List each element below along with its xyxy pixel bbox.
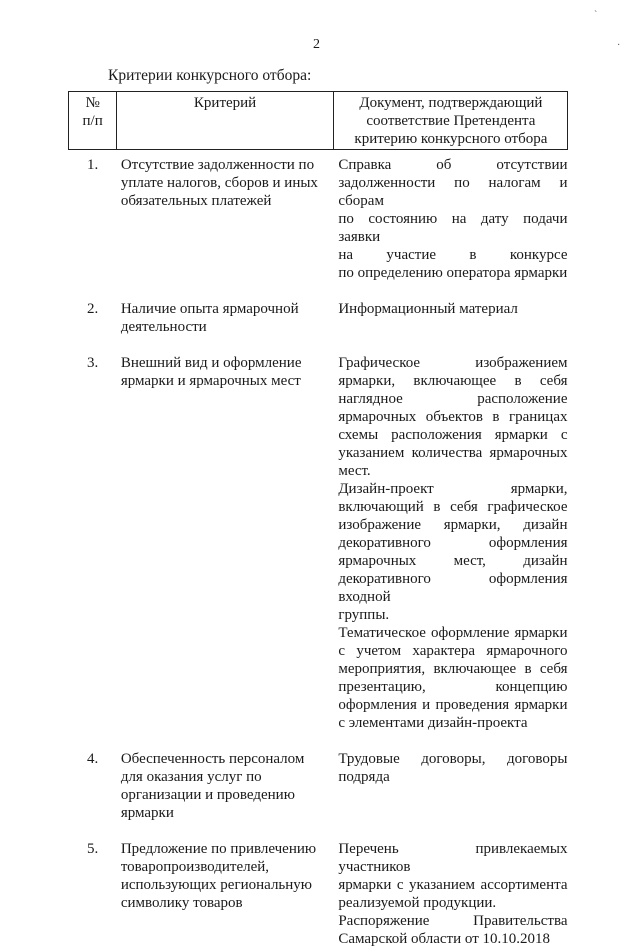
criterion-line: Наличие опыта ярмарочной [120,301,299,317]
criterion-line: деятельности [120,319,207,335]
header-criterion: Критерий [117,92,334,150]
document-line: мест. [338,463,371,479]
row-criterion [117,150,334,283]
document-line: указанием количества ярмарочных [338,445,568,461]
row-number [69,336,117,732]
document-line: изображение ярмарки, дизайн [338,517,568,533]
header-document [333,92,567,150]
document-line: Графическое изображением [338,355,568,371]
document-line: по определению оператора ярмарки [338,265,568,281]
document-line: Перечень привлекаемых участников [338,841,568,875]
document-line: с учетом характера ярмарочного [338,643,568,659]
row-number [69,822,117,948]
document-line: по состоянию на дату подачи заявки [338,211,568,245]
row-number-text: 1. [87,157,99,173]
row-criterion [117,336,334,732]
document-line: Трудовые договоры, договоры [338,751,568,767]
document-line: декоративного оформления входной [338,571,568,605]
document-line: презентацию, концепцию [338,679,568,695]
table-row [69,732,568,822]
section-heading: Критерии конкурсного отбора: [108,67,312,84]
row-number [69,282,117,336]
row-number-text: 5. [87,841,99,857]
document-line: Информационный материал [338,301,518,317]
row-criterion [117,822,334,948]
row-criterion [117,282,334,336]
document-line: включающий в себя графическое [338,499,568,515]
document-line: оформления и проведения ярмарки [338,697,568,713]
criterion-line: Внешний вид и оформление [120,355,302,371]
document-line: Распоряжение Правительства [338,913,568,929]
criterion-line: Предложение по привлечению [120,841,317,857]
criterion-line: ярмарки [120,805,174,821]
document-line: Самарской области от 10.10.2018 [338,931,550,947]
criterion-line: ярмарки и ярмарочных мест [120,373,301,389]
criterion-line: символику товаров [120,895,243,911]
row-document [333,150,567,283]
document-line: схемы расположения ярмарки с [338,427,568,443]
header-number-line: п/п [82,113,103,129]
row-number-text: 3. [87,355,99,371]
table-row [69,282,568,336]
document-line: ярмарочных мест, дизайн [338,553,568,569]
document-line: декоративного оформления [338,535,568,551]
document-line: ярмарки с указанием ассортимента [338,877,568,893]
document-line: подряда [338,769,390,785]
header-document-line: критерию конкурсного отбора [354,131,548,147]
document-line: Справка об отсутствии [338,157,568,173]
row-document [333,732,567,822]
document-line: мероприятия, включающее в себя [338,661,568,677]
criterion-line: для оказания услуг по [120,769,262,785]
document-line: ярмарочных объектов в границах [338,409,568,425]
scan-speck: · [617,40,621,51]
criterion-line: Отсутствие задолженности по [120,157,315,173]
row-criterion [117,732,334,822]
row-document [333,822,567,948]
row-number-text: 4. [87,751,99,767]
document-line: Дизайн-проект ярмарки, [338,481,568,497]
row-number [69,732,117,822]
document-line: ярмарки, включающее в себя [338,373,568,389]
document-line: наглядное расположение [338,391,568,407]
criteria-table [68,91,568,948]
table-header-row [69,92,568,150]
criterion-line: Обеспеченность персоналом [120,751,305,767]
row-document [333,282,567,336]
criterion-line: обязательных платежей [120,193,272,209]
row-document [333,336,567,732]
criterion-line: товаропроизводителей, [120,859,270,875]
document-line: Тематическое оформление ярмарки [338,625,568,641]
row-number-text: 2. [87,301,99,317]
header-document-line: соответствие Претендента [366,113,536,129]
document-line: с элементами дизайн-проекта [338,715,528,731]
criterion-line: использующих региональную [120,877,313,893]
header-document-line: Документ, подтверждающий [359,95,543,111]
table-row [69,822,568,948]
table-row [69,336,568,732]
document-line: задолженности по налогам и сборам [338,175,568,209]
document-line: группы. [338,607,390,623]
scan-speck: ` [594,10,598,21]
criterion-line: организации и проведению [120,787,295,803]
header-number [69,92,117,150]
row-number [69,150,117,283]
table-row [69,150,568,283]
document-line: реализуемой продукции. [338,895,497,911]
header-number-line: № [85,95,100,111]
document-line: на участие в конкурсе [338,247,568,263]
criterion-line: уплате налогов, сборов и иных [120,175,318,191]
page-number: 2 [313,37,320,52]
